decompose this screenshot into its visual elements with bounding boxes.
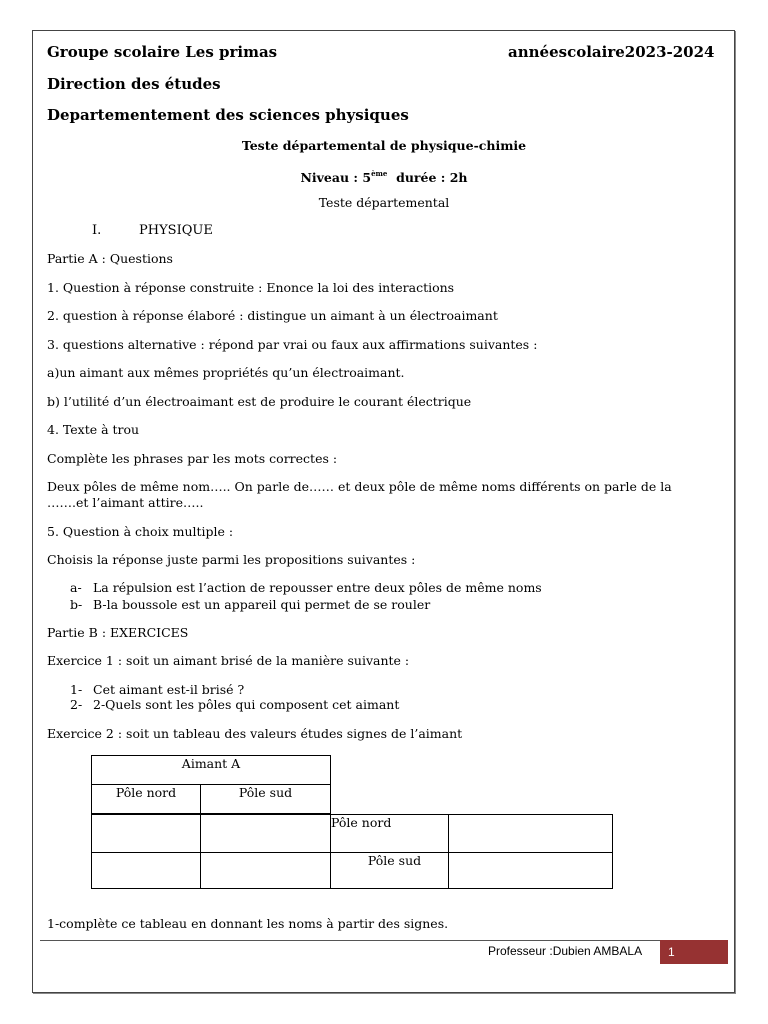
table-cell	[92, 853, 201, 889]
aimant-values-table	[91, 814, 613, 889]
table-cell	[92, 815, 201, 853]
aimant-header-table	[91, 755, 331, 814]
exam-title: Teste départemental de physique-chimie	[241, 138, 527, 153]
question-5: 5. Question à choix multiple :	[47, 524, 234, 539]
exercise-1: Exercice 1 : soit un aimant brisé de la manière suivante :	[47, 653, 410, 668]
question-3b: b) l’utilité d’un électroaimant est de produire le courant électrique	[47, 394, 472, 409]
table-instruction: 1-complète ce tableau en donnant les noms à partir des signes.	[47, 916, 449, 931]
footer-teacher: Professeur :Dubien AMBALA	[488, 944, 643, 958]
question-3: 3. questions alternative : répond par vrai ou faux aux affirmations suivantes :	[47, 337, 538, 352]
ex1-item-1-marker: 1-	[70, 682, 83, 697]
table-cell	[201, 815, 331, 853]
table-row-label-pole-nord: Pôle nord	[331, 815, 449, 853]
school-year: annéescolaire2023-2024	[508, 43, 715, 61]
table-cell	[449, 853, 613, 889]
exam-level: Niveau : 5ème durée : 2h	[300, 169, 468, 185]
ex1-item-2-text: 2-Quels sont les pôles qui composent cet aimant	[93, 697, 400, 712]
exam-subtitle: Teste départemental	[318, 195, 450, 210]
table-col-pole-sud: Pôle sud	[201, 785, 331, 814]
question-4-text: Deux pôles de même nom….. On parle de…… et deux pôle de même noms différents on parle de la …….et l’aimant attire…..	[47, 479, 672, 510]
question-3a: a)un aimant aux mêmes propriétés qu’un électroaimant.	[47, 365, 405, 380]
table-header-aimant: Aimant A	[92, 756, 331, 785]
table-cell	[201, 853, 331, 889]
option-a-text: La répulsion est l’action de repousser entre deux pôles de même noms	[93, 580, 542, 595]
department-title: Departementement des sciences physiques	[47, 106, 409, 124]
ex1-item-2-marker: 2-	[70, 697, 83, 712]
table-col-pole-nord: Pôle nord	[92, 785, 201, 814]
question-4-instruction: Complète les phrases par les mots correctes :	[47, 451, 338, 466]
exercise-2: Exercice 2 : soit un tableau des valeurs études signes de l’aimant	[47, 726, 463, 741]
option-a-marker: a-	[70, 580, 82, 595]
part-b-title: Partie B : EXERCICES	[47, 625, 189, 640]
option-b-text: B-la boussole est un appareil qui permet de se rouler	[93, 597, 431, 612]
footer-page-number: 1	[660, 940, 728, 964]
section-title: PHYSIQUE	[139, 223, 213, 238]
direction-title: Direction des études	[47, 75, 221, 93]
question-4: 4. Texte à trou	[47, 422, 140, 437]
footer-divider	[40, 940, 728, 941]
question-1: 1. Question à réponse construite : Enonce la loi des interactions	[47, 280, 455, 295]
part-a-title: Partie A : Questions	[47, 251, 173, 266]
option-b-marker: b-	[70, 597, 83, 612]
question-2: 2. question à réponse élaboré : distingue un aimant à un électroaimant	[47, 308, 498, 323]
ex1-item-1-text: Cet aimant est-il brisé ?	[93, 682, 245, 697]
school-name: Groupe scolaire Les primas	[47, 43, 278, 61]
question-5-instruction: Choisis la réponse juste parmi les propositions suivantes :	[47, 552, 416, 567]
table-cell	[449, 815, 613, 853]
section-number: I.	[92, 223, 102, 238]
table-row-label-pole-sud: Pôle sud	[331, 853, 449, 889]
